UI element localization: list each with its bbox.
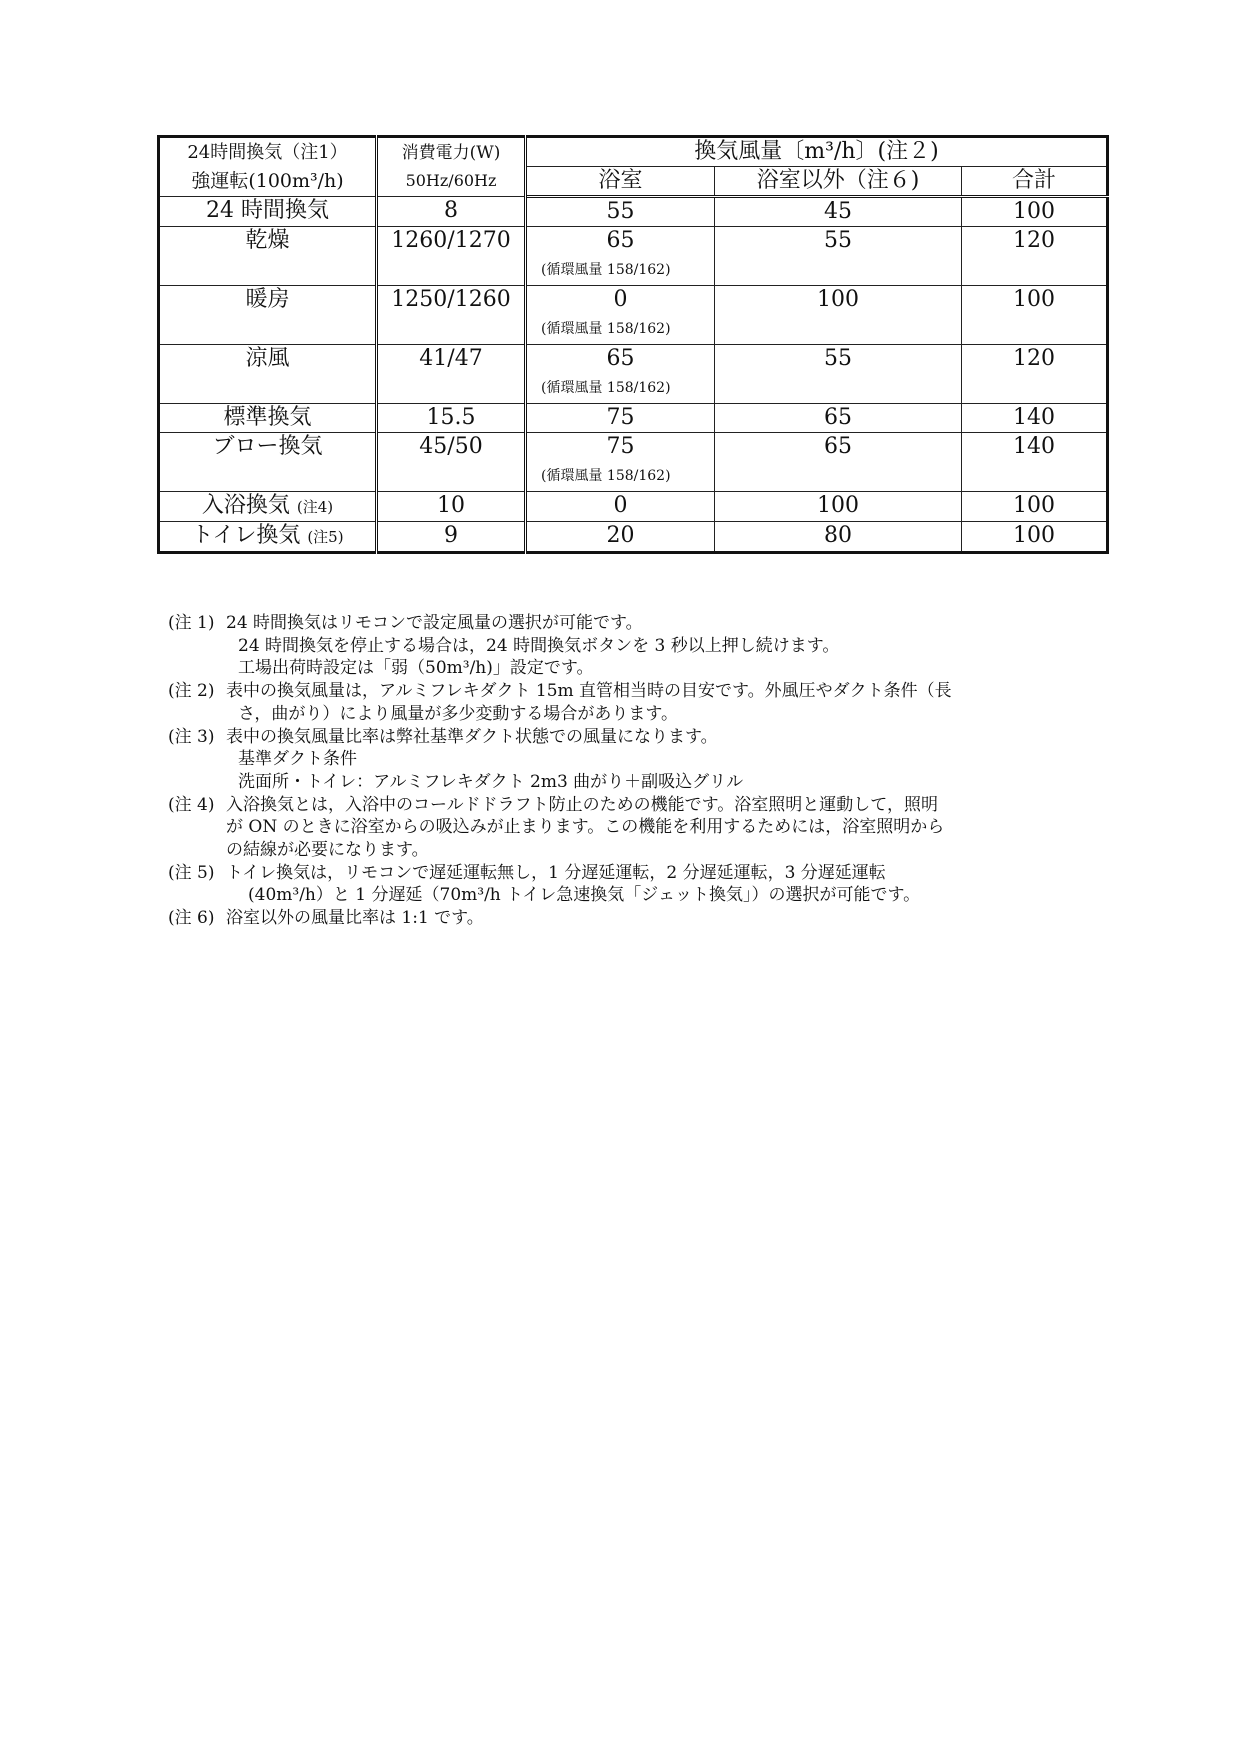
row-other: 100	[715, 286, 962, 345]
row-other: 55	[715, 227, 962, 286]
row-mode: 暖房	[159, 286, 377, 345]
table-row	[159, 197, 1108, 227]
footnote-line: 表中の換気風量は，アルミフレキダクト 15m 直管相当時の目安です。外風圧やダクト条件（長	[226, 681, 952, 702]
header-col-bath: 浴室	[526, 167, 715, 197]
table-row	[159, 345, 1108, 404]
footnote-line: (40m³/h）と 1 分遅延（70m³/h トイレ急速換気「ジェット換気」）の選択が可能です。	[248, 885, 921, 906]
footnote-line: トイレ換気は，リモコンで遅延運転無し，1 分遅延運転，2 分遅延運転，3 分遅延運転	[226, 862, 886, 883]
row-power: 8	[377, 197, 526, 227]
row-bath: 0 (循環風量 158/162)	[526, 286, 715, 345]
ventilation-spec-table	[157, 135, 1109, 554]
row-other: 65	[715, 404, 962, 433]
row-bath-circulation: (循環風量 158/162)	[541, 321, 671, 337]
footnote-line: 24 時間換気を停止する場合は，24 時間換気ボタンを 3 秒以上押し続けます。	[238, 635, 840, 656]
header-power-line2: 50Hz/60Hz	[405, 171, 497, 190]
row-other: 45	[715, 197, 962, 227]
footnote-line: 入浴換気とは，入浴中のコールドドラフト防止のための機能です。浴室照明と運動して，照明	[226, 794, 938, 815]
row-other: 55	[715, 345, 962, 404]
footnote-line: の結線が必要になります。	[226, 840, 429, 861]
footnote-line: 工場出荷時設定は「弱（50m³/h)」設定です。	[238, 658, 594, 679]
footnote-2	[168, 680, 1108, 725]
row-bath-circulation: (循環風量 158/162)	[541, 380, 671, 396]
table-row	[159, 404, 1108, 433]
table-row	[159, 433, 1108, 492]
header-mode-line1: 24時間換気（注1）	[187, 142, 348, 163]
row-total: 100	[962, 286, 1108, 345]
row-bath: 75	[526, 404, 715, 433]
footnote-tag: (注 2)	[168, 681, 215, 702]
row-total: 100	[962, 492, 1108, 522]
row-mode: ブロー換気	[159, 433, 377, 492]
footnote-line: 浴室以外の風量比率は 1:1 です。	[226, 908, 484, 929]
footnote-tag: (注 3)	[168, 726, 215, 747]
row-bath-circulation: (循環風量 158/162)	[541, 468, 671, 484]
table-row	[159, 522, 1108, 553]
row-power: 9	[377, 522, 526, 553]
row-bath: 55	[526, 197, 715, 227]
row-power: 1260/1270	[377, 227, 526, 286]
row-mode: 乾燥	[159, 227, 377, 286]
row-mode: トイレ換気 (注5)	[159, 522, 377, 553]
row-bath: 20	[526, 522, 715, 553]
row-total: 140	[962, 433, 1108, 492]
footnote-6	[168, 907, 1108, 930]
table-row	[159, 492, 1108, 522]
row-mode: 標準換気	[159, 404, 377, 433]
row-bath: 65 (循環風量 158/162)	[526, 227, 715, 286]
row-power: 45/50	[377, 433, 526, 492]
footnote-tag: (注 6)	[168, 908, 215, 929]
footnote-line: 洗面所・トイレ：アルミフレキダクト 2m3 曲がり＋副吸込グリル	[238, 771, 744, 792]
row-total: 140	[962, 404, 1108, 433]
header-col-total: 合計	[962, 167, 1108, 197]
row-other: 100	[715, 492, 962, 522]
row-mode: 24 時間換気	[159, 197, 377, 227]
footnote-line: さ，曲がり）により風量が多少変動する場合があります。	[238, 703, 678, 724]
footnote-3	[168, 726, 1108, 794]
header-airflow-title: 換気風量〔m³/h〕(注２)	[526, 137, 1108, 167]
row-power: 41/47	[377, 345, 526, 404]
row-power: 10	[377, 492, 526, 522]
row-bath-circulation: (循環風量 158/162)	[541, 262, 671, 278]
footnote-tag: (注 1)	[168, 613, 215, 633]
header-mode	[159, 137, 377, 197]
header-mode-line2: 強運転(100m³/h)	[191, 170, 344, 192]
header-col-other: 浴室以外（注６)	[715, 167, 962, 197]
row-total: 100	[962, 197, 1108, 227]
footnote-line: 表中の換気風量比率は弊社基準ダクト状態での風量になります。	[226, 726, 718, 747]
row-mode: 涼風	[159, 345, 377, 404]
table-row	[159, 286, 1108, 345]
row-other: 80	[715, 522, 962, 553]
table-row	[159, 227, 1108, 286]
footnotes	[168, 612, 1108, 930]
row-bath: 0	[526, 492, 715, 522]
row-mode-note: (注4)	[296, 498, 334, 516]
row-mode: 入浴換気 (注4)	[159, 492, 377, 522]
footnote-4	[168, 794, 1108, 862]
footnote-tag: (注 4)	[168, 794, 215, 815]
row-bath: 65 (循環風量 158/162)	[526, 345, 715, 404]
footnote-tag: (注 5)	[168, 862, 215, 883]
row-mode-note: (注5)	[307, 528, 344, 546]
header-power	[377, 137, 526, 197]
footnote-line: 基準ダクト条件	[238, 749, 357, 770]
row-power: 15.5	[377, 404, 526, 433]
footnote-5	[168, 862, 1108, 907]
header-power-line1: 消費電力(W)	[401, 143, 501, 163]
row-other: 65	[715, 433, 962, 492]
footnote-1	[168, 612, 1108, 680]
row-total: 100	[962, 522, 1108, 553]
row-bath: 75 (循環風量 158/162)	[526, 433, 715, 492]
row-power: 1250/1260	[377, 286, 526, 345]
row-total: 120	[962, 227, 1108, 286]
row-total: 120	[962, 345, 1108, 404]
footnote-line: 24 時間換気はリモコンで設定風量の選択が可能です。	[226, 613, 643, 633]
footnote-line: が ON のときに浴室からの吸込みが止まります。この機能を利用するためには，浴室照明から	[226, 817, 945, 838]
